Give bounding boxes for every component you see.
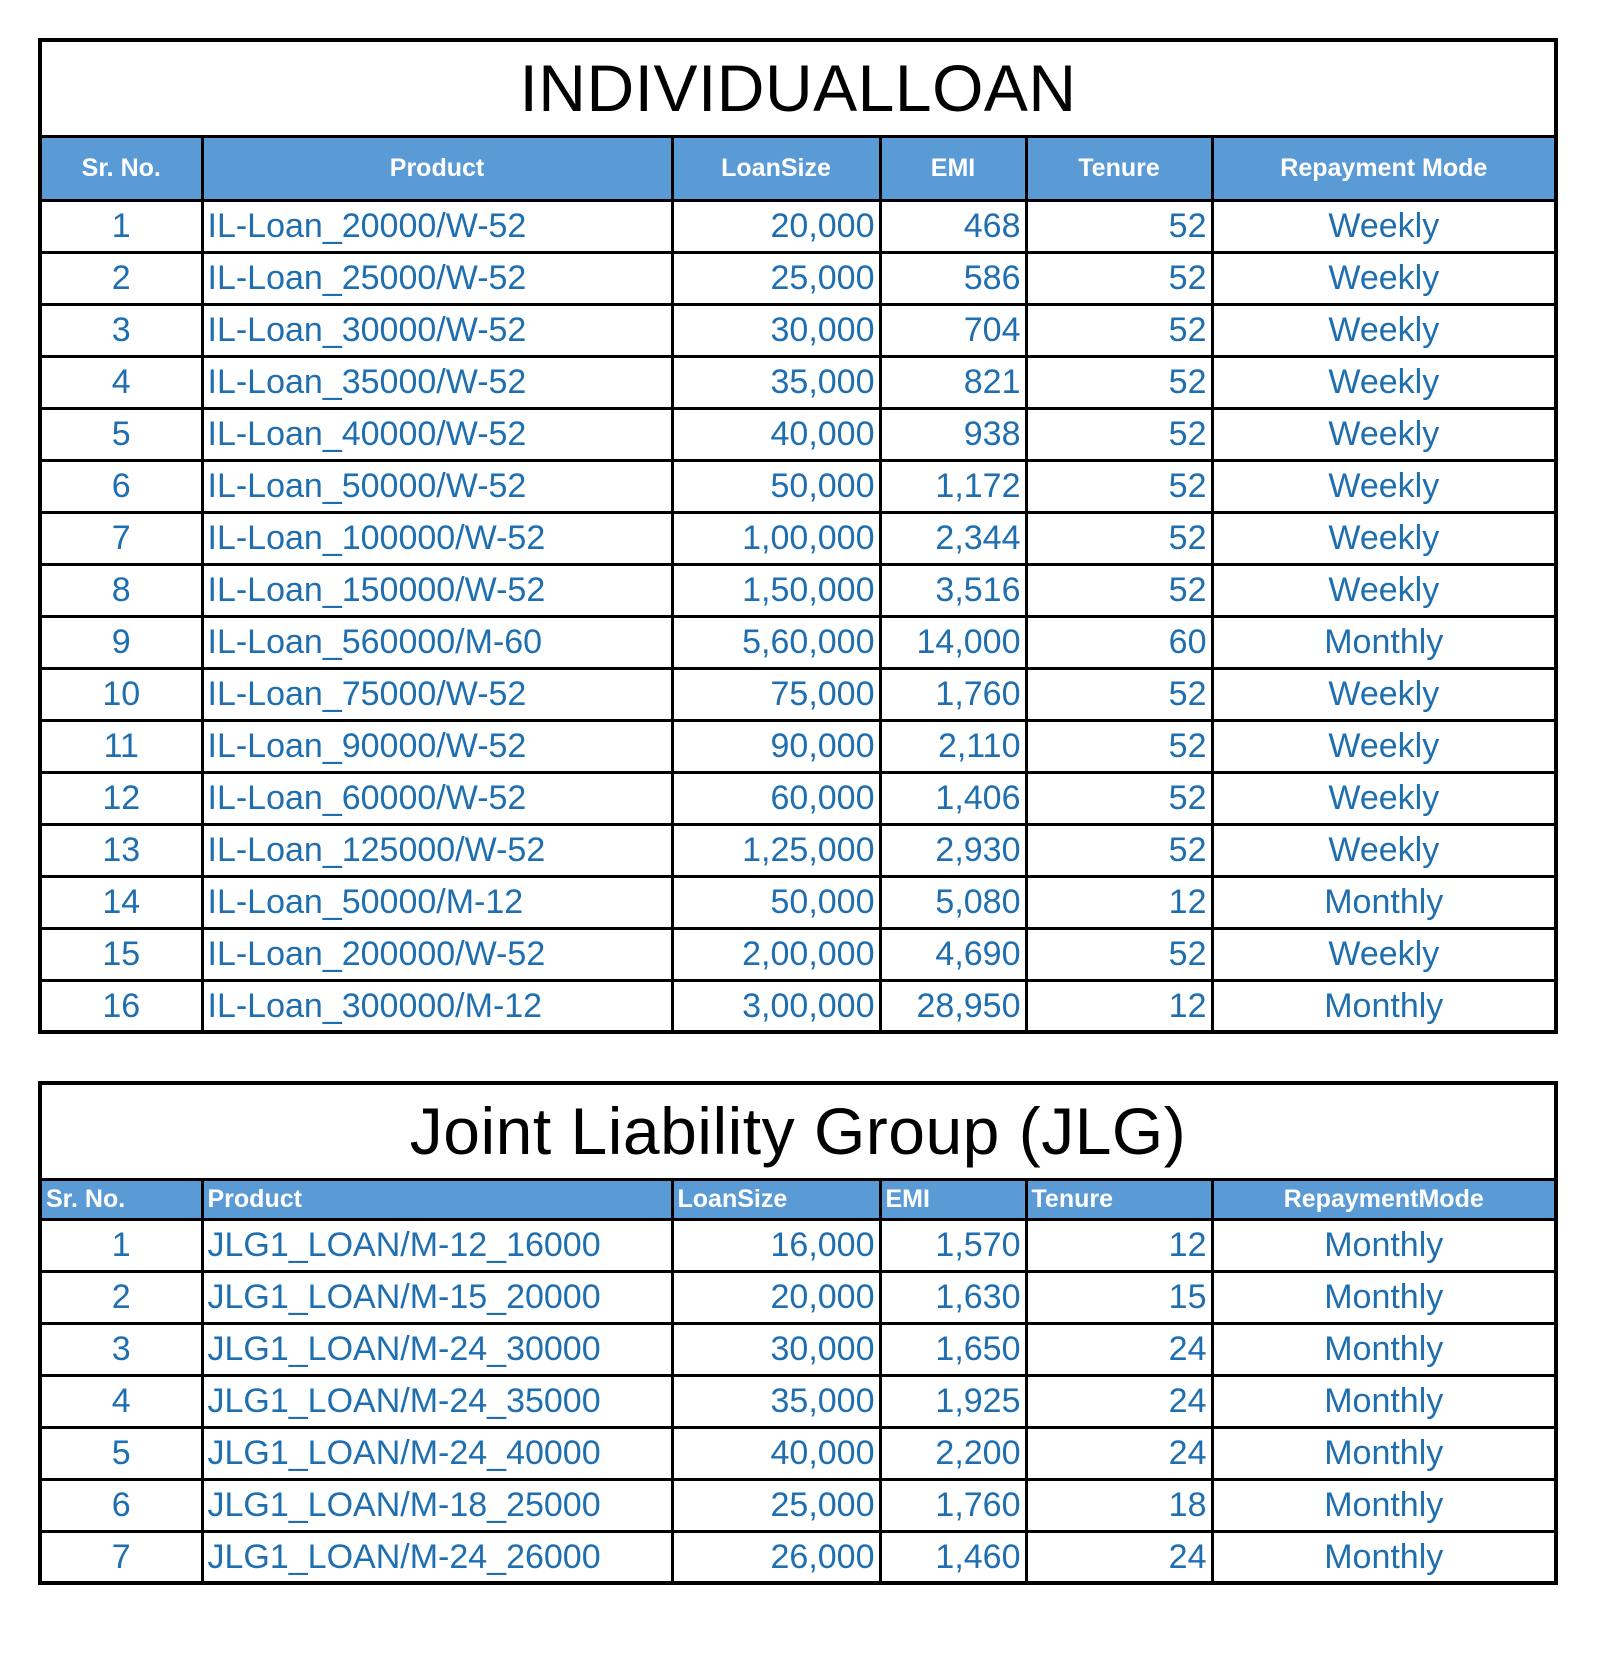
cell-sr-no: 7 — [40, 512, 202, 564]
cell-loan-size: 35,000 — [672, 356, 880, 408]
cell-sr-no: 15 — [40, 928, 202, 980]
cell-emi: 586 — [880, 252, 1026, 304]
cell-product: JLG1_LOAN/M-24_30000 — [202, 1323, 672, 1375]
cell-sr-no: 3 — [40, 304, 202, 356]
table-row — [40, 1531, 1556, 1583]
cell-repayment-mode: Weekly — [1212, 512, 1556, 564]
cell-repayment-mode: Monthly — [1212, 616, 1556, 668]
cell-tenure: 52 — [1026, 928, 1212, 980]
table-row — [40, 876, 1556, 928]
cell-repayment-mode: Monthly — [1212, 1271, 1556, 1323]
table-row — [40, 772, 1556, 824]
cell-repayment-mode: Weekly — [1212, 252, 1556, 304]
cell-emi: 2,344 — [880, 512, 1026, 564]
cell-product: IL-Loan_100000/W-52 — [202, 512, 672, 564]
header-tenure: Tenure — [1026, 1179, 1212, 1219]
cell-product: IL-Loan_200000/W-52 — [202, 928, 672, 980]
table-row — [40, 928, 1556, 980]
cell-product: IL-Loan_60000/W-52 — [202, 772, 672, 824]
cell-emi: 1,172 — [880, 460, 1026, 512]
table-row — [40, 252, 1556, 304]
cell-product: IL-Loan_560000/M-60 — [202, 616, 672, 668]
cell-sr-no: 11 — [40, 720, 202, 772]
cell-product: IL-Loan_30000/W-52 — [202, 304, 672, 356]
header-sr-no: Sr. No. — [40, 136, 202, 200]
cell-sr-no: 6 — [40, 460, 202, 512]
cell-sr-no: 13 — [40, 824, 202, 876]
cell-tenure: 52 — [1026, 668, 1212, 720]
cell-product: IL-Loan_90000/W-52 — [202, 720, 672, 772]
cell-loan-size: 90,000 — [672, 720, 880, 772]
cell-sr-no: 5 — [40, 408, 202, 460]
cell-loan-size: 50,000 — [672, 876, 880, 928]
cell-repayment-mode: Weekly — [1212, 408, 1556, 460]
cell-emi: 1,760 — [880, 668, 1026, 720]
table-row — [40, 1271, 1556, 1323]
cell-emi: 5,080 — [880, 876, 1026, 928]
table-title-row — [40, 40, 1556, 136]
cell-loan-size: 1,00,000 — [672, 512, 880, 564]
cell-sr-no: 1 — [40, 1219, 202, 1271]
cell-repayment-mode: Monthly — [1212, 1531, 1556, 1583]
table-row — [40, 408, 1556, 460]
cell-product: IL-Loan_300000/M-12 — [202, 980, 672, 1032]
cell-sr-no: 2 — [40, 1271, 202, 1323]
cell-tenure: 52 — [1026, 720, 1212, 772]
cell-emi: 1,650 — [880, 1323, 1026, 1375]
cell-tenure: 52 — [1026, 772, 1212, 824]
cell-emi: 938 — [880, 408, 1026, 460]
cell-loan-size: 60,000 — [672, 772, 880, 824]
cell-tenure: 12 — [1026, 980, 1212, 1032]
individual-loan-title: INDIVIDUALLOAN — [40, 40, 1556, 136]
cell-emi: 704 — [880, 304, 1026, 356]
table-row — [40, 356, 1556, 408]
cell-product: IL-Loan_150000/W-52 — [202, 564, 672, 616]
cell-loan-size: 25,000 — [672, 252, 880, 304]
cell-product: JLG1_LOAN/M-24_40000 — [202, 1427, 672, 1479]
cell-sr-no: 4 — [40, 356, 202, 408]
cell-sr-no: 12 — [40, 772, 202, 824]
cell-repayment-mode: Weekly — [1212, 668, 1556, 720]
cell-emi: 1,570 — [880, 1219, 1026, 1271]
cell-emi: 3,516 — [880, 564, 1026, 616]
cell-loan-size: 1,25,000 — [672, 824, 880, 876]
cell-repayment-mode: Weekly — [1212, 720, 1556, 772]
table-row — [40, 980, 1556, 1032]
cell-repayment-mode: Weekly — [1212, 460, 1556, 512]
cell-tenure: 52 — [1026, 252, 1212, 304]
cell-sr-no: 10 — [40, 668, 202, 720]
cell-emi: 1,460 — [880, 1531, 1026, 1583]
cell-product: IL-Loan_50000/M-12 — [202, 876, 672, 928]
cell-sr-no: 5 — [40, 1427, 202, 1479]
table-row — [40, 1427, 1556, 1479]
cell-loan-size: 5,60,000 — [672, 616, 880, 668]
cell-product: IL-Loan_25000/W-52 — [202, 252, 672, 304]
cell-tenure: 15 — [1026, 1271, 1212, 1323]
cell-product: IL-Loan_50000/W-52 — [202, 460, 672, 512]
cell-loan-size: 16,000 — [672, 1219, 880, 1271]
table-row — [40, 720, 1556, 772]
cell-repayment-mode: Weekly — [1212, 356, 1556, 408]
cell-repayment-mode: Weekly — [1212, 772, 1556, 824]
cell-repayment-mode: Weekly — [1212, 304, 1556, 356]
cell-loan-size: 35,000 — [672, 1375, 880, 1427]
cell-tenure: 52 — [1026, 356, 1212, 408]
cell-emi: 1,630 — [880, 1271, 1026, 1323]
cell-product: JLG1_LOAN/M-24_35000 — [202, 1375, 672, 1427]
cell-sr-no: 8 — [40, 564, 202, 616]
cell-emi: 14,000 — [880, 616, 1026, 668]
cell-tenure: 52 — [1026, 824, 1212, 876]
table-row — [40, 1479, 1556, 1531]
cell-loan-size: 1,50,000 — [672, 564, 880, 616]
cell-loan-size: 40,000 — [672, 408, 880, 460]
cell-sr-no: 2 — [40, 252, 202, 304]
cell-loan-size: 75,000 — [672, 668, 880, 720]
cell-repayment-mode: Weekly — [1212, 564, 1556, 616]
cell-tenure: 24 — [1026, 1531, 1212, 1583]
cell-loan-size: 30,000 — [672, 304, 880, 356]
cell-sr-no: 16 — [40, 980, 202, 1032]
cell-product: IL-Loan_20000/W-52 — [202, 200, 672, 252]
cell-sr-no: 6 — [40, 1479, 202, 1531]
cell-tenure: 52 — [1026, 200, 1212, 252]
cell-emi: 468 — [880, 200, 1026, 252]
cell-sr-no: 4 — [40, 1375, 202, 1427]
cell-emi: 2,930 — [880, 824, 1026, 876]
individual-loan-table — [38, 38, 1558, 1034]
cell-loan-size: 20,000 — [672, 1271, 880, 1323]
cell-product: IL-Loan_75000/W-52 — [202, 668, 672, 720]
cell-tenure: 52 — [1026, 460, 1212, 512]
cell-emi: 28,950 — [880, 980, 1026, 1032]
cell-loan-size: 3,00,000 — [672, 980, 880, 1032]
header-product: Product — [202, 1179, 672, 1219]
table-row — [40, 616, 1556, 668]
header-emi: EMI — [880, 136, 1026, 200]
cell-repayment-mode: Monthly — [1212, 1323, 1556, 1375]
cell-loan-size: 40,000 — [672, 1427, 880, 1479]
table-row — [40, 304, 1556, 356]
header-tenure: Tenure — [1026, 136, 1212, 200]
cell-product: JLG1_LOAN/M-15_20000 — [202, 1271, 672, 1323]
header-loan-size: LoanSize — [672, 1179, 880, 1219]
cell-repayment-mode: Monthly — [1212, 1479, 1556, 1531]
table-row — [40, 200, 1556, 252]
cell-repayment-mode: Monthly — [1212, 876, 1556, 928]
header-product: Product — [202, 136, 672, 200]
header-repayment-mode: RepaymentMode — [1212, 1179, 1556, 1219]
cell-tenure: 24 — [1026, 1323, 1212, 1375]
cell-tenure: 52 — [1026, 564, 1212, 616]
cell-repayment-mode: Monthly — [1212, 980, 1556, 1032]
jlg-loan-table — [38, 1081, 1558, 1585]
table-row — [40, 824, 1556, 876]
cell-sr-no: 7 — [40, 1531, 202, 1583]
cell-loan-size: 25,000 — [672, 1479, 880, 1531]
cell-product: JLG1_LOAN/M-12_16000 — [202, 1219, 672, 1271]
cell-loan-size: 26,000 — [672, 1531, 880, 1583]
cell-emi: 1,406 — [880, 772, 1026, 824]
cell-emi: 1,925 — [880, 1375, 1026, 1427]
cell-emi: 4,690 — [880, 928, 1026, 980]
cell-product: JLG1_LOAN/M-24_26000 — [202, 1531, 672, 1583]
cell-sr-no: 1 — [40, 200, 202, 252]
cell-repayment-mode: Monthly — [1212, 1427, 1556, 1479]
cell-loan-size: 20,000 — [672, 200, 880, 252]
cell-product: IL-Loan_40000/W-52 — [202, 408, 672, 460]
cell-repayment-mode: Weekly — [1212, 928, 1556, 980]
cell-emi: 2,110 — [880, 720, 1026, 772]
table-header-row — [40, 136, 1556, 200]
header-loan-size: LoanSize — [672, 136, 880, 200]
table-row — [40, 1219, 1556, 1271]
cell-tenure: 52 — [1026, 512, 1212, 564]
cell-emi: 821 — [880, 356, 1026, 408]
cell-tenure: 24 — [1026, 1427, 1212, 1479]
cell-sr-no: 9 — [40, 616, 202, 668]
cell-product: IL-Loan_35000/W-52 — [202, 356, 672, 408]
cell-tenure: 60 — [1026, 616, 1212, 668]
cell-tenure: 12 — [1026, 1219, 1212, 1271]
cell-tenure: 24 — [1026, 1375, 1212, 1427]
table-row — [40, 460, 1556, 512]
header-repayment-mode: Repayment Mode — [1212, 136, 1556, 200]
table-row — [40, 1375, 1556, 1427]
cell-product: IL-Loan_125000/W-52 — [202, 824, 672, 876]
table-row — [40, 668, 1556, 720]
table-title-row — [40, 1083, 1556, 1179]
jlg-title: Joint Liability Group (JLG) — [40, 1083, 1556, 1179]
cell-repayment-mode: Monthly — [1212, 1219, 1556, 1271]
header-emi: EMI — [880, 1179, 1026, 1219]
cell-tenure: 12 — [1026, 876, 1212, 928]
cell-loan-size: 30,000 — [672, 1323, 880, 1375]
cell-loan-size: 50,000 — [672, 460, 880, 512]
table-row — [40, 1323, 1556, 1375]
table-row — [40, 564, 1556, 616]
header-sr-no: Sr. No. — [40, 1179, 202, 1219]
cell-sr-no: 14 — [40, 876, 202, 928]
cell-repayment-mode: Weekly — [1212, 824, 1556, 876]
cell-tenure: 18 — [1026, 1479, 1212, 1531]
cell-tenure: 52 — [1026, 304, 1212, 356]
table-row — [40, 512, 1556, 564]
cell-tenure: 52 — [1026, 408, 1212, 460]
cell-repayment-mode: Weekly — [1212, 200, 1556, 252]
cell-loan-size: 2,00,000 — [672, 928, 880, 980]
cell-repayment-mode: Monthly — [1212, 1375, 1556, 1427]
cell-sr-no: 3 — [40, 1323, 202, 1375]
cell-product: JLG1_LOAN/M-18_25000 — [202, 1479, 672, 1531]
cell-emi: 2,200 — [880, 1427, 1026, 1479]
cell-emi: 1,760 — [880, 1479, 1026, 1531]
table-header-row — [40, 1179, 1556, 1219]
